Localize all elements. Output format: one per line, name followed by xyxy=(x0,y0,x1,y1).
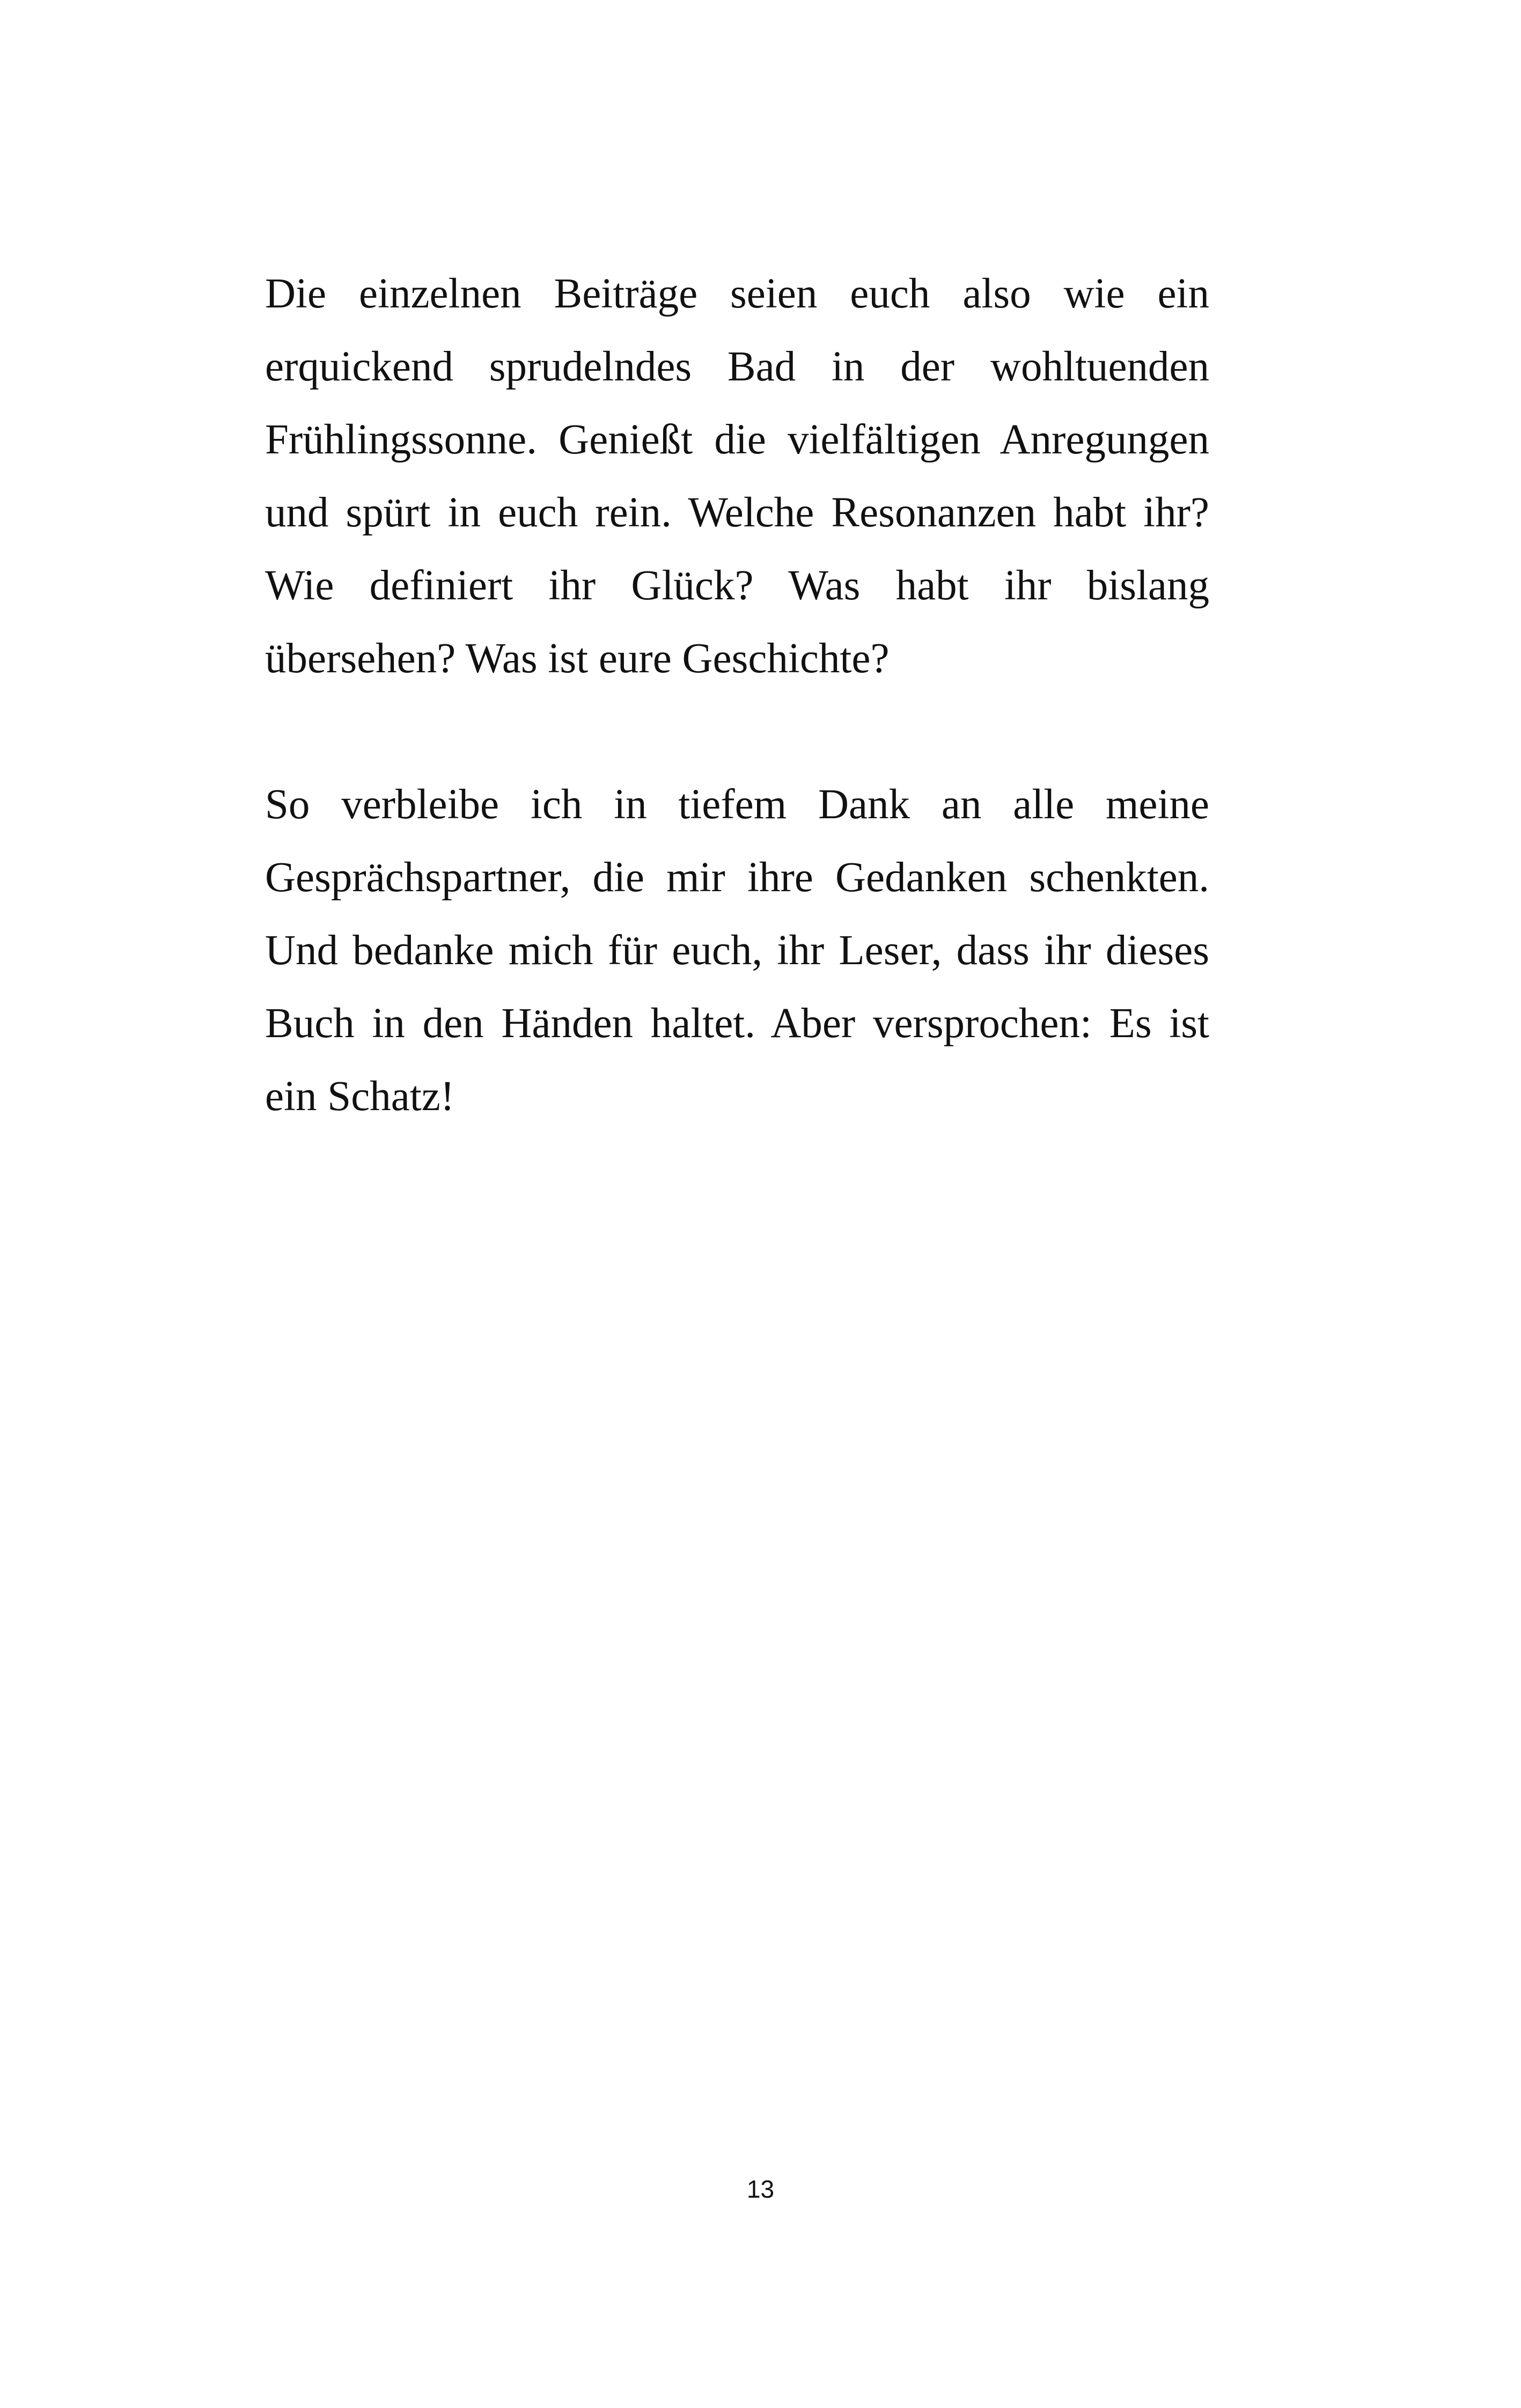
paragraph: Die einzelnen Beiträge seien euch also wie ein erquickend sprudelndes Bad in der wohltuenden Frühlingssonne. Genießt die vielfältigen Anregungen und spürt in euch rein. Welche Resonanzen habt ihr? Wie definiert ihr Glück? Was habt ihr bislang übersehen? Was ist eure Geschichte? xyxy=(265,270,1209,682)
body-text xyxy=(265,258,1209,1133)
page-number: 13 xyxy=(746,2175,775,2203)
paragraph: So verbleibe ich in tiefem Dank an alle meine Gesprächspartner, die mir ihre Gedanken schenkten. Und bedanke mich für euch, ihr Leser, dass ihr dieses Buch in den Händen haltet. Aber versprochen: Es ist ein Schatz! xyxy=(265,781,1209,1120)
